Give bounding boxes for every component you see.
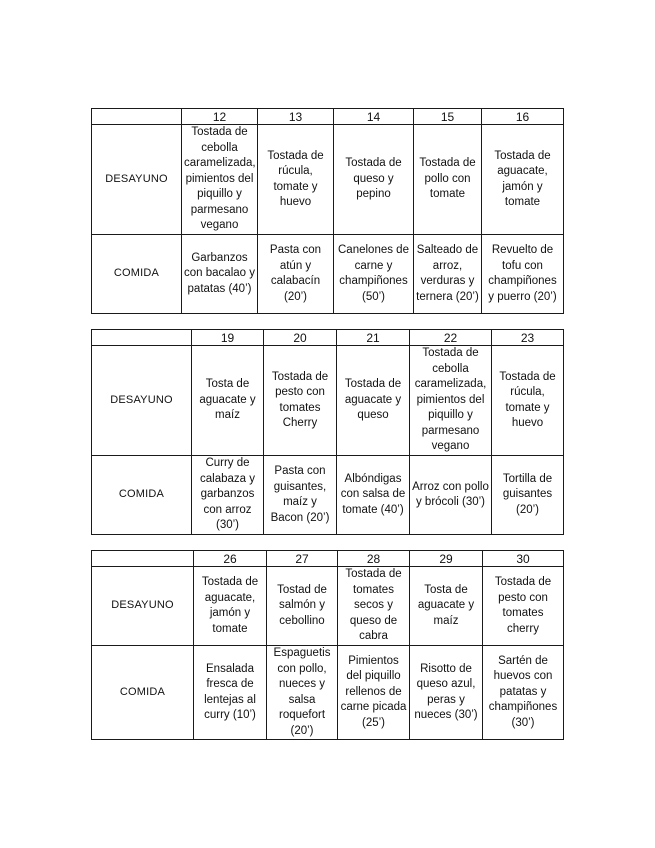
day-number: 27 bbox=[267, 551, 338, 567]
lunch-row bbox=[92, 235, 564, 314]
meal-cell: Tortilla de guisantes (20’) bbox=[492, 456, 564, 535]
week-1-menu-table bbox=[91, 108, 564, 314]
meal-cell: Tostada de pollo con tomate bbox=[414, 125, 482, 235]
corner-cell bbox=[92, 551, 194, 567]
meal-cell: Tostad de salmón y cebollino bbox=[267, 567, 338, 646]
meal-cell: Tostada de tomates secos y queso de cabra bbox=[338, 567, 410, 646]
day-number: 26 bbox=[194, 551, 267, 567]
meal-cell: Tostada de cebolla caramelizada, pimientos del piquillo y parmesano vegano bbox=[182, 125, 258, 235]
meal-cell: Tostada de pesto con tomates Cherry bbox=[264, 346, 337, 456]
week-2-menu-table bbox=[91, 329, 564, 535]
meal-cell: Tostada de rúcula, tomate y huevo bbox=[258, 125, 334, 235]
meal-cell: Salteado de arroz, verduras y ternera (20’) bbox=[414, 235, 482, 314]
day-number: 20 bbox=[264, 330, 337, 346]
breakfast-row-label: DESAYUNO bbox=[92, 125, 182, 235]
day-number: 22 bbox=[410, 330, 492, 346]
meal-cell: Canelones de carne y champiñones (50’) bbox=[334, 235, 414, 314]
day-number: 15 bbox=[414, 109, 482, 125]
corner-cell bbox=[92, 330, 192, 346]
meal-cell: Sartén de huevos con patatas y champiñones (30’) bbox=[483, 646, 564, 740]
day-header-row bbox=[92, 551, 564, 567]
meal-cell: Espaguetis con pollo, nueces y salsa roquefort (20’) bbox=[267, 646, 338, 740]
breakfast-row bbox=[92, 125, 564, 235]
breakfast-row bbox=[92, 346, 564, 456]
day-number: 16 bbox=[482, 109, 564, 125]
breakfast-row-label: DESAYUNO bbox=[92, 567, 194, 646]
meal-cell: Revuelto de tofu con champiñones y puerro (20’) bbox=[482, 235, 564, 314]
day-number: 21 bbox=[337, 330, 410, 346]
day-header-row bbox=[92, 330, 564, 346]
meal-cell: Garbanzos con bacalao y patatas (40’) bbox=[182, 235, 258, 314]
lunch-row bbox=[92, 646, 564, 740]
day-number: 30 bbox=[483, 551, 564, 567]
corner-cell bbox=[92, 109, 182, 125]
day-number: 14 bbox=[334, 109, 414, 125]
day-number: 29 bbox=[410, 551, 483, 567]
week-3-menu-table bbox=[91, 550, 564, 740]
lunch-row bbox=[92, 456, 564, 535]
day-header-row bbox=[92, 109, 564, 125]
meal-cell: Pasta con guisantes, maíz y Bacon (20’) bbox=[264, 456, 337, 535]
day-number: 12 bbox=[182, 109, 258, 125]
meal-cell: Tosta de aguacate y maíz bbox=[192, 346, 264, 456]
meal-cell: Risotto de queso azul, peras y nueces (30’) bbox=[410, 646, 483, 740]
meal-cell: Arroz con pollo y brócoli (30’) bbox=[410, 456, 492, 535]
lunch-row-label: COMIDA bbox=[92, 456, 192, 535]
breakfast-row-label: DESAYUNO bbox=[92, 346, 192, 456]
day-number: 28 bbox=[338, 551, 410, 567]
day-number: 13 bbox=[258, 109, 334, 125]
day-number: 19 bbox=[192, 330, 264, 346]
meal-cell: Tosta de aguacate y maíz bbox=[410, 567, 483, 646]
lunch-row-label: COMIDA bbox=[92, 235, 182, 314]
meal-cell: Tostada de aguacate, jamón y tomate bbox=[194, 567, 267, 646]
meal-cell: Pasta con atún y calabacín (20’) bbox=[258, 235, 334, 314]
meal-cell: Curry de calabaza y garbanzos con arroz (30’) bbox=[192, 456, 264, 535]
meal-cell: Tostada de pesto con tomates cherry bbox=[483, 567, 564, 646]
meal-cell: Tostada de aguacate y queso bbox=[337, 346, 410, 456]
meal-cell: Albóndigas con salsa de tomate (40’) bbox=[337, 456, 410, 535]
meal-cell: Tostada de cebolla caramelizada, pimientos del piquillo y parmesano vegano bbox=[410, 346, 492, 456]
meal-cell: Tostada de aguacate, jamón y tomate bbox=[482, 125, 564, 235]
day-number: 23 bbox=[492, 330, 564, 346]
meal-cell: Tostada de queso y pepino bbox=[334, 125, 414, 235]
meal-cell: Tostada de rúcula, tomate y huevo bbox=[492, 346, 564, 456]
meal-cell: Ensalada fresca de lentejas al curry (10’) bbox=[194, 646, 267, 740]
breakfast-row bbox=[92, 567, 564, 646]
meal-cell: Pimientos del piquillo rellenos de carne picada (25’) bbox=[338, 646, 410, 740]
lunch-row-label: COMIDA bbox=[92, 646, 194, 740]
